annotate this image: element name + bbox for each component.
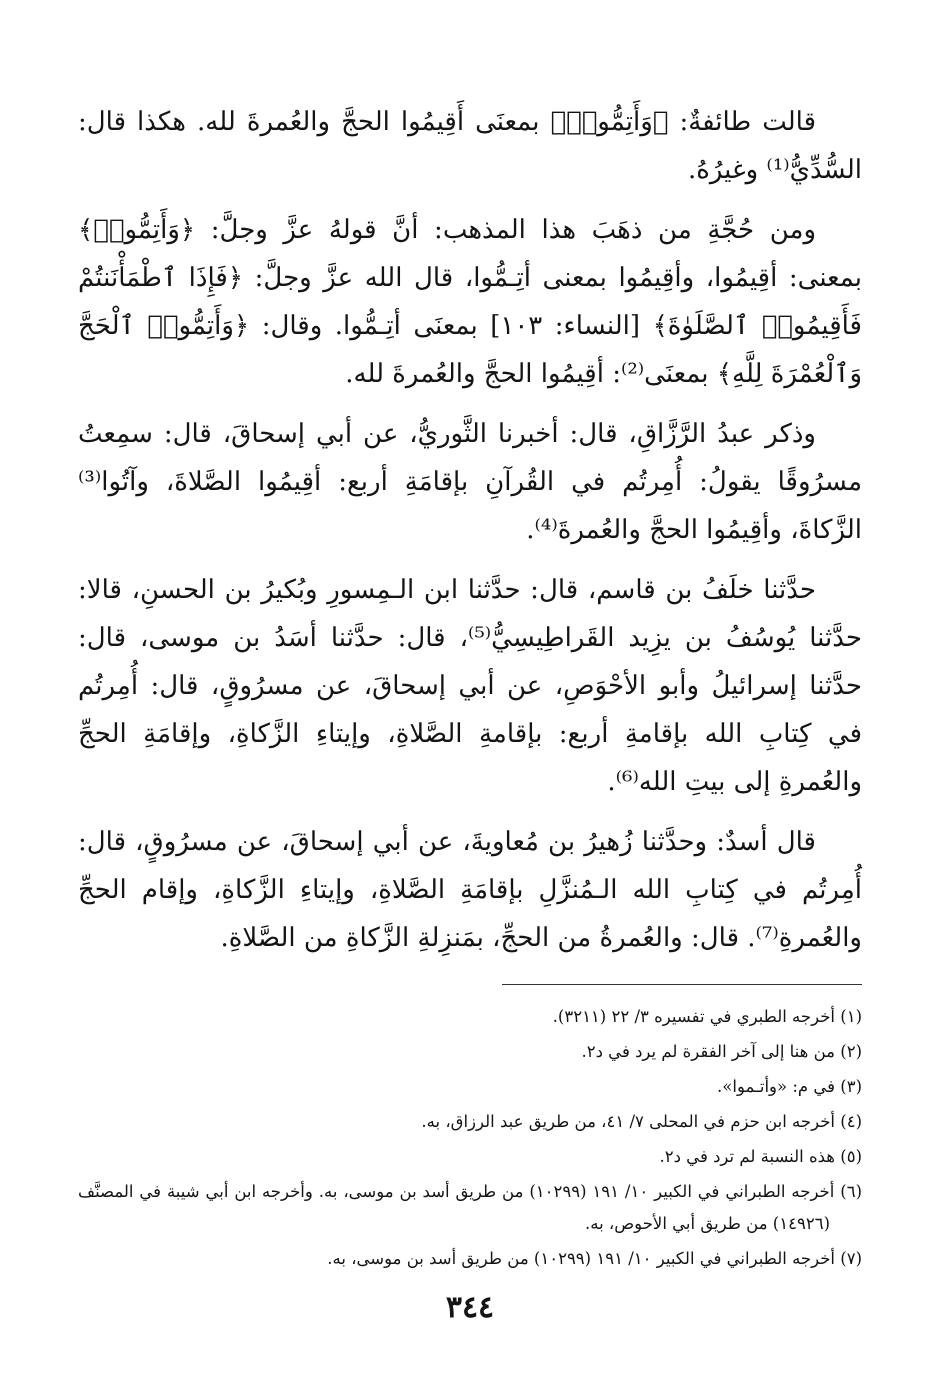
paragraph-2: ومن حُجَّةِ من ذهَبَ هذا المذهب: أنَّ قولهُ عزَّ وجلَّ: ﴿وَأَتِمُّوا۟﴾ بمعنى: أقِيمُوا، وأقِيمُوا بمعنى أتِـمُّوا، قال الله عزَّ وجلَّ: ﴿فَإِذَا ٱطْمَأْنَنتُمْ فَأَقِيمُوا۟ ٱلصَّلَوٰةَ﴾ [النساء: ١٠٣] بمعنَى أتِـمُّوا. وقال: ﴿وَأَتِمُّوا۟ ٱلْحَجَّ وَٱلْعُمْرَةَ لِلَّهِ﴾ بمعنَى⁽²⁾: أقِيمُوا الحجَّ والعُمرةَ لله. (78, 215, 862, 389)
paragraph-3: وذكر عبدُ الرَّزَّاقِ، قال: أخبرنا الثَّوريُّ، عن أبي إسحاقَ، قال: سمِعتُ مسرُوقًا يقولُ: أُمِرتُم في القُرآنِ بإقامَةِ أربع: أقِيمُوا الصَّلاةَ، وآتُوا⁽³⁾ الزَّكاةَ، وأقِيمُوا الحجَّ والعُمرةَ⁽⁴⁾. (78, 419, 862, 545)
footnote-2: (٢) من هنا إلى آخر الفقرة لم يرد في د٢. (581, 1042, 862, 1061)
paragraph-1: قالت طائفةٌ: ﴿وَأَتِمُّوا۟﴾ بمعنَى أَقِيمُوا الحجَّ والعُمرةَ لله. هكذا قال: السُّدِّيُّ⁽¹⁾ وغيرُهُ. (78, 107, 862, 185)
footnote-3: (٣) في م: «وأتـموا». (717, 1077, 862, 1096)
footnote-1: (١) أخرجه الطبري في تفسيره ٣/ ٢٢ (٣٢١١). (552, 1007, 862, 1026)
footnote-6: (٦) أخرجه الطبراني في الكبير ١٠/ ١٩١ (١٠٢٩٩) من طريق أسد بن موسى، به. وأخرجه ابن أبي شيبة في المصنَّف (١٤٩٢٦) من طريق أبي الأحوص، به. (78, 1182, 862, 1233)
main-text (78, 98, 862, 962)
paragraph-4: حدَّثنا خلَفُ بن قاسم، قال: حدَّثنا ابن الـمِسورِ وبُكيرُ بن الحسنِ، قالا: حدَّثنا يُوسُفُ بن يزِيد القَراطِيسِيُّ⁽⁵⁾، قال: حدَّثنا أسَدُ بن موسى، قال: حدَّثنا إسرائيلُ وأبو الأحْوَصِ، عن أبي إسحاقَ، عن مسرُوقٍ، قال: أُمِرتُم في كِتابِ الله بإقامةِ أربع: بإقامةِ الصَّلاةِ، وإيتاءِ الزَّكاةِ، وإقامَةِ الحجِّ والعُمرةِ إلى بيتِ الله⁽⁶⁾. (78, 575, 862, 797)
footnote-4: (٤) أخرجه ابن حزم في المحلى ٧/ ٤١، من طريق عبد الرزاق، به. (421, 1112, 862, 1131)
footnote-5: (٥) هذه النسبة لم ترد في د٢. (659, 1147, 862, 1166)
book-page (78, 98, 862, 1328)
paragraph-5: قال أسدٌ: وحدَّثنا زُهيرُ بن مُعاويةَ، عن أبي إسحاقَ، عن مسرُوقٍ، قال: أُمِرتُم في كِتابِ الله الـمُنزَّلِ بإقامَةِ الصَّلاةِ، وإيتاءِ الزَّكاةِ، وإقام الحجِّ والعُمرةِ⁽⁷⁾. قال: والعُمرةُ من الحجِّ، بمَنزِلةِ الزَّكاةِ من الصَّلاةِ. (78, 827, 862, 953)
footnote-separator (502, 984, 862, 985)
footnote-7: (٧) أخرجه الطبراني في الكبير ١٠/ ١٩١ (١٠٢٩٩) من طريق أسد بن موسى، به. (327, 1249, 862, 1268)
page-number: ٣٤٤ (445, 1290, 495, 1325)
footnotes (78, 1001, 862, 1275)
